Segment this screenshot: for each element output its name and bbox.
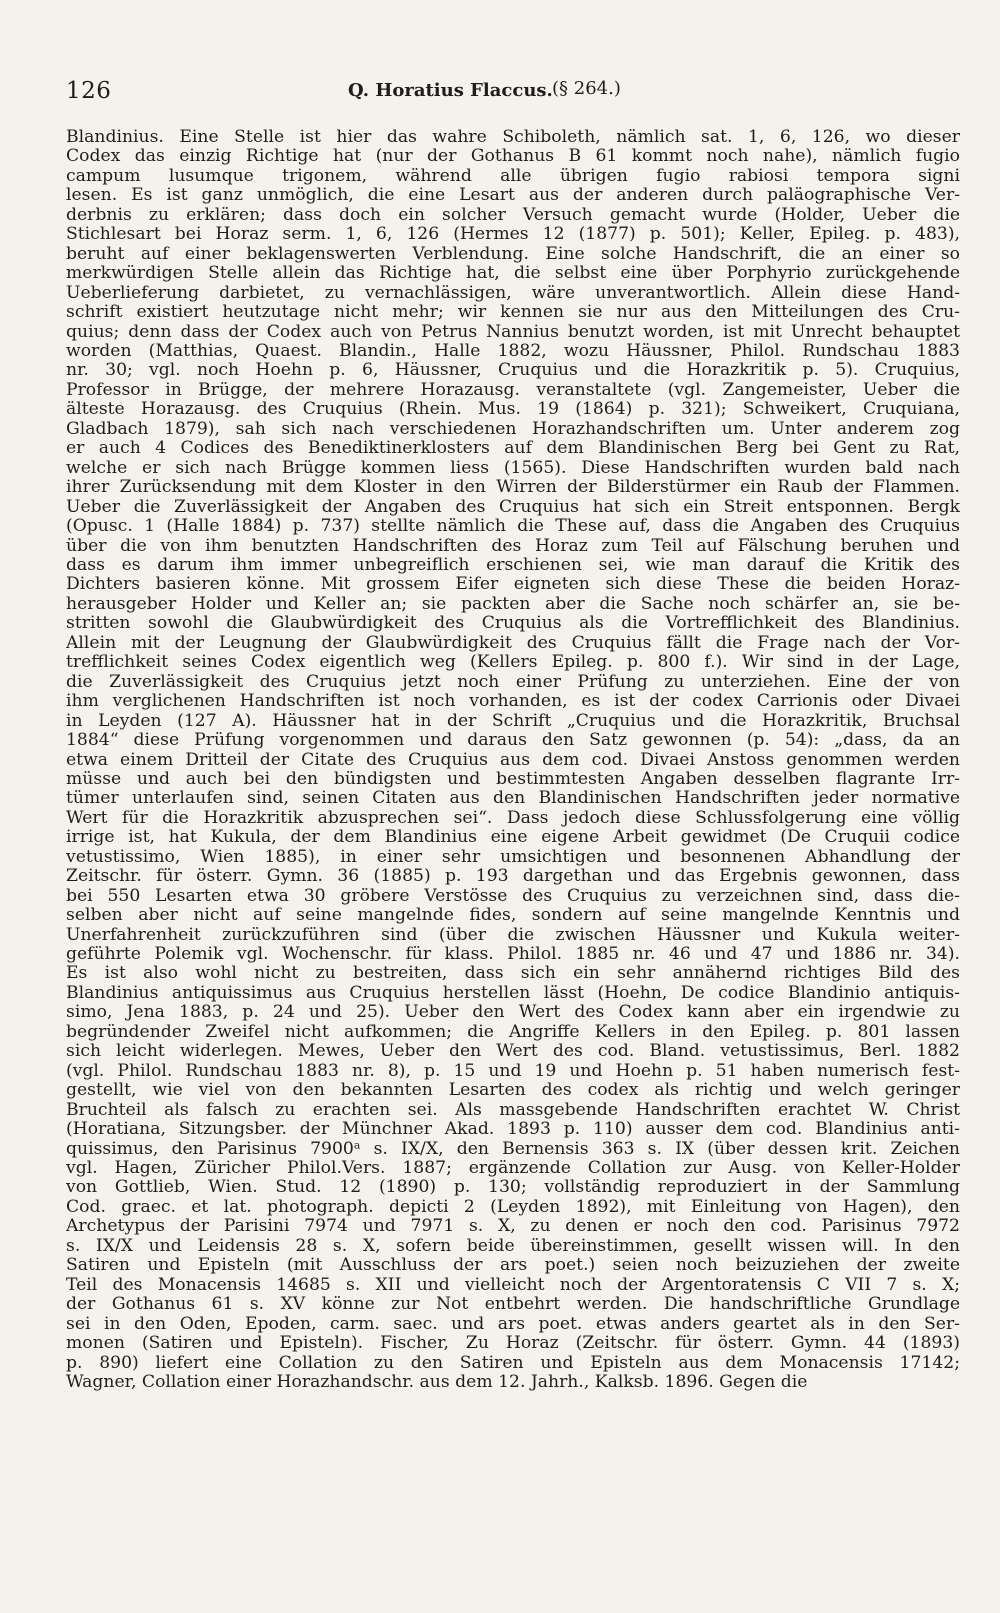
text-line: dass es darum ihm immer unbegreiflich erschienen sei, wie man darauf die Kritik des <box>66 555 960 575</box>
text-line: müsse und auch bei den bündigsten und bestimmtesten Angaben desselben flagrante Irr- <box>66 769 960 789</box>
text-line: stritten sowohl die Glaubwürdigkeit des Cruquius als die Vortrefflichkeit des Blandinius. <box>66 614 960 634</box>
text-line: ihm verglichenen Handschriften ist noch vorhanden, es ist der codex Carrionis oder Divaei <box>66 692 960 712</box>
text-line: monen (Satiren und Episteln). Fischer, Zu Horaz (Zeitschr. für österr. Gymn. 44 (1893) <box>66 1334 960 1354</box>
text-line: (vgl. Philol. Rundschau 1883 nr. 8), p. 15 und 19 und Hoehn p. 51 haben numerisch fest- <box>66 1061 960 1081</box>
text-line: bei 550 Lesarten etwa 30 gröbere Verstösse des Cruquius zu verzeichnen sind, dass die- <box>66 886 960 906</box>
text-line: geführte Polemik vgl. Wochenschr. für klass. Philol. 1885 nr. 46 und 47 und 1886 nr. 34). <box>66 945 960 965</box>
text-line: 1884“ diese Prüfung vorgenommen und daraus den Satz gewonnen (p. 54): „dass, da an <box>66 731 960 751</box>
page-number: 126 <box>66 78 112 104</box>
text-line: Professor in Brügge, der mehrere Horazausg. veranstaltete (vgl. Zangemeister, Ueber die <box>66 380 960 400</box>
text-line: Wagner, Collation einer Horazhandschr. aus dem 12. Jahrh., Kalksb. 1896. Gegen die <box>66 1373 808 1392</box>
text-line: in Leyden (127 A). Häussner hat in der Schrift „Cruquius und die Horazkritik, Bruchsal <box>66 711 960 731</box>
text-line: Bruchteil als falsch zu erachten sei. Als massgebende Handschriften erachtet W. Christ <box>66 1100 960 1120</box>
text-line: nr. 30; vgl. noch Hoehn p. 6, Häussner, Cruquius und die Horazkritik p. 5). Cruquius, <box>66 361 960 381</box>
text-line: worden (Matthias, Quaest. Blandin., Halle 1882, wozu Häussner, Philol. Rundschau 1883 <box>66 341 960 361</box>
text-line: Stichlesart bei Horaz serm. 1, 6, 126 (Hermes 12 (1877) p. 501); Keller, Epileg. p. 483), <box>66 225 960 245</box>
text-line: gestellt, wie viel von den bekannten Lesarten des codex als richtig und welch geringer <box>66 1081 960 1101</box>
text-line: ihrer Zurücksendung mit dem Kloster in den Wirren der Bilderstürmer ein Raub der Flammen. <box>66 478 960 498</box>
text-line: Gladbach 1879), sah sich nach verschiedenen Horazhandschriften um. Unter anderem zog <box>66 419 960 439</box>
text-line: der Gothanus 61 s. XV könne zur Not entbehrt werden. Die handschriftliche Grundlage <box>66 1295 960 1315</box>
text-line: quius; denn dass der Codex auch von Petrus Nannius benutzt worden, ist mit Unrecht behauptet <box>66 322 960 342</box>
body-text <box>66 128 960 1392</box>
text-line: sei in den Oden, Epoden, carm. saec. und ars poet. etwas anders geartet als in den Ser- <box>66 1314 960 1334</box>
text-line: trefflichkeit seines Codex eigentlich weg (Kellers Epileg. p. 800 f.). Wir sind in der Lage, <box>66 653 960 673</box>
text-line: campum lusumque trigonem, während alle übrigen fugio rabiosi tempora signi <box>66 166 960 186</box>
text-line: vetustissimo, Wien 1885), in einer sehr umsichtigen und besonnenen Abhandlung der <box>66 847 960 867</box>
text-line: Ueber die Zuverlässigkeit der Angaben des Cruquius hat sich ein Streit entsponnen. Bergk <box>66 497 960 517</box>
text-line: er auch 4 Codices des Benediktinerklosters auf dem Blandinischen Berg bei Gent zu Rat, <box>66 439 960 459</box>
text-line: Allein mit der Leugnung der Glaubwürdigkeit des Cruquius fällt die Frage nach der Vor- <box>66 633 960 653</box>
text-line: die Zuverlässigkeit des Cruquius jetzt noch einer Prüfung zu unterziehen. Eine der von <box>66 672 960 692</box>
text-line: älteste Horazausg. des Cruquius (Rhein. Mus. 19 (1864) p. 321); Schweikert, Cruquiana, <box>66 400 960 420</box>
text-line: Zeitschr. für österr. Gymn. 36 (1885) p. 193 dargethan und das Ergebnis gewonnen, dass <box>66 867 960 887</box>
text-line: welche er sich nach Brügge kommen liess (1565). Diese Handschriften wurden bald nach <box>66 458 960 478</box>
text-line: Dichters basieren könne. Mit grossem Eifer eigneten sich diese These die beiden Horaz- <box>66 575 960 595</box>
text-line: etwa einem Dritteil der Citate des Cruquius aus dem cod. Divaei Anstoss genommen werden <box>66 750 960 770</box>
text-line: Ueberlieferung darbietet, zu vernachlässigen, wäre unverantwortlich. Allein diese Hand- <box>66 283 960 303</box>
text-line: Blandinius antiquissimus aus Cruquius herstellen lässt (Hoehn, De codice Blandinio antiquis- <box>66 983 960 1003</box>
text-line: herausgeber Holder und Keller an; sie packten aber die Sache noch schärfer an, sie be- <box>66 594 960 614</box>
text-line: derbnis zu erklären; dass doch ein solcher Versuch gemacht wurde (Holder, Ueber die <box>66 205 960 225</box>
text-line: Codex das einzig Richtige hat (nur der Gothanus B 61 kommt noch nahe), nämlich fugio <box>66 147 960 167</box>
text-line: Wert für die Horazkritik abzusprechen sei“. Dass jedoch diese Schlussfolgerung eine völlig <box>66 808 960 828</box>
text-line: beruht auf einer beklagenswerten Verblendung. Eine solche Handschrift, die an einer so <box>66 244 960 264</box>
text-line: (Horatiana, Sitzungsber. der Münchner Akad. 1893 p. 110) ausser dem cod. Blandinius anti- <box>66 1120 960 1140</box>
text-line: s. IX/X und Leidensis 28 s. X, sofern beide übereinstimmen, gesellt wissen will. In den <box>66 1236 960 1256</box>
page-header <box>66 72 934 112</box>
text-line: von Gottlieb, Wien. Stud. 12 (1890) p. 130; vollständig reproduziert in der Sammlung <box>66 1178 960 1198</box>
text-line: selben aber nicht auf seine mangelnde fides, sondern auf seine mangelnde Kenntnis und <box>66 906 960 926</box>
text-line: p. 890) liefert eine Collation zu den Satiren und Episteln aus dem Monacensis 17142; <box>66 1353 960 1373</box>
text-line: Teil des Monacensis 14685 s. XII und vielleicht noch der Argentoratensis C VII 7 s. X; <box>66 1275 960 1295</box>
text-line: merkwürdigen Stelle allein das Richtige hat, die selbst eine über Porphyrio zurückgehende <box>66 264 960 284</box>
text-line: über die von ihm benutzten Handschriften des Horaz zum Teil auf Fälschung beruhen und <box>66 536 960 556</box>
text-line: Es ist also wohl nicht zu bestreiten, dass sich ein sehr annähernd richtiges Bild des <box>66 964 960 984</box>
text-line: (Opusc. 1 (Halle 1884) p. 737) stellte nämlich die These auf, dass die Angaben des Cruquius <box>66 517 960 537</box>
text-line: irrige ist, hat Kukula, der dem Blandinius eine eigene Arbeit gewidmet (De Cruquii codice <box>66 828 960 848</box>
text-line: Unerfahrenheit zurückzuführen sind (über die zwischen Häussner und Kukula weiter- <box>66 925 960 945</box>
text-line: Cod. graec. et lat. photograph. depicti 2 (Leyden 1892), mit Einleitung von Hagen), den <box>66 1197 960 1217</box>
text-line: sich leicht widerlegen. Mewes, Ueber den Wert des cod. Bland. vetustissimus, Berl. 1882 <box>66 1042 960 1062</box>
text-line: Satiren und Episteln (mit Ausschluss der ars poet.) seien noch beizuziehen der zweite <box>66 1256 960 1276</box>
text-line: Blandinius. Eine Stelle ist hier das wahre Schiboleth, nämlich sat. 1, 6, 126, wo dieser <box>66 128 960 147</box>
running-title: Q. Horatius Flaccus. <box>348 80 553 101</box>
text-line: tümer unterlaufen sind, seinen Citaten aus den Blandinischen Handschriften jeder normative <box>66 789 960 809</box>
text-line: vgl. Hagen, Züricher Philol.Vers. 1887; ergänzende Collation zur Ausg. von Keller-Holder <box>66 1159 960 1179</box>
text-line: schrift existiert heutzutage nicht mehr; wir kennen sie nur aus den Mitteilungen des Cru- <box>66 303 960 323</box>
text-line: Archetypus der Parisini 7974 und 7971 s. X, zu denen er noch den cod. Parisinus 7972 <box>66 1217 960 1237</box>
text-line: quissimus, den Parisinus 7900ᵃ s. IX/X, den Bernensis 363 s. IX (über dessen krit. Zeichen <box>66 1139 960 1159</box>
section-reference: (§ 264.) <box>552 78 621 99</box>
text-line: simo, Jena 1883, p. 24 und 25). Ueber den Wert des Codex kann aber ein irgendwie zu <box>66 1003 960 1023</box>
text-line: begründender Zweifel nicht aufkommen; die Angriffe Kellers in den Epileg. p. 801 lassen <box>66 1022 960 1042</box>
text-line: lesen. Es ist ganz unmöglich, die eine Lesart aus der anderen durch paläographische Ver- <box>66 186 960 206</box>
